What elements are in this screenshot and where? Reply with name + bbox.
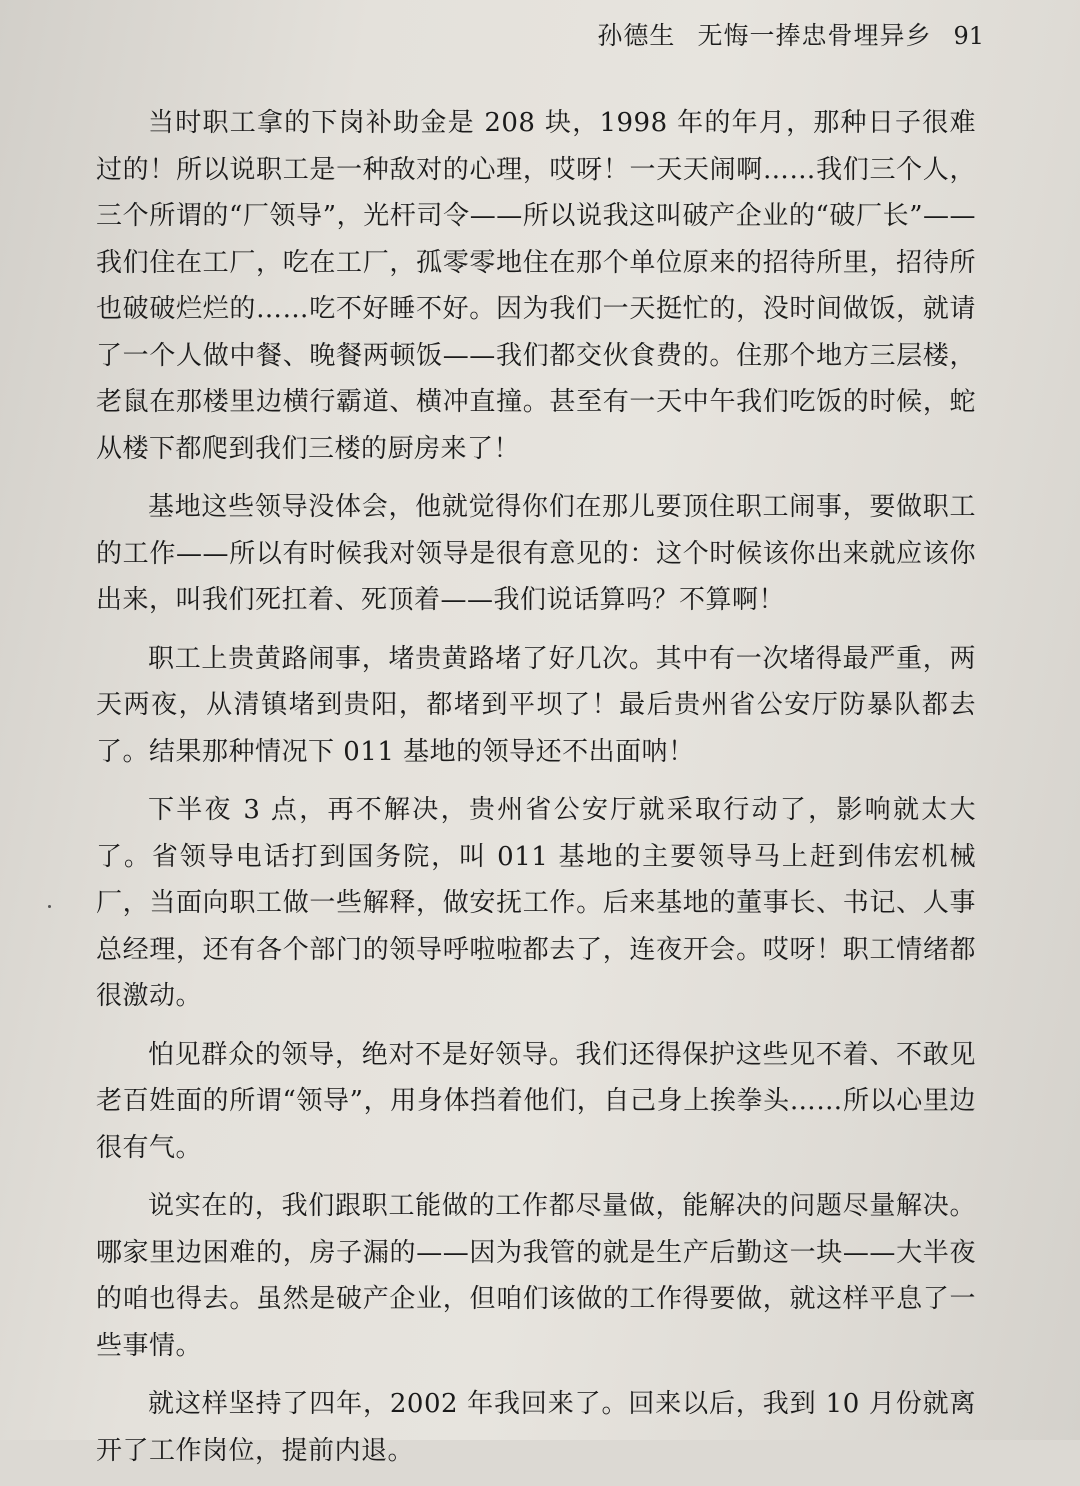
running-header (597, 16, 984, 52)
paragraph-7: 就这样坚持了四年，2002 年我回来了。回来以后，我到 10 月份就离开了工作岗位，提前内退。 (96, 1389, 976, 1466)
paragraph-6: 说实在的，我们跟职工能做的工作都尽量做，能解决的问题尽量解决。哪家里边困难的，房子漏的——因为我管的就是生产后勤这一块——大半夜的咱也得去。虽然是破产企业，但咱们该做的工作得要做，就这样平息了一些事情。 (96, 1191, 976, 1361)
page-number: 91 (953, 22, 984, 50)
header-chapter-title: 无悔一捧忠骨埋异乡 (697, 21, 932, 50)
gutter-dot (48, 905, 51, 908)
paragraph-3: 职工上贵黄路闹事，堵贵黄路堵了好几次。其中有一次堵得最严重，两天两夜，从清镇堵到贵阳，都堵到平坝了！最后贵州省公安厅防暴队都去了。结果那种情况下 011 基地的领导还不出面呐！ (96, 643, 976, 767)
paragraph-5: 怕见群众的领导，绝对不是好领导。我们还得保护这些见不着、不敢见老百姓面的所谓“领导”，用身体挡着他们，自己身上挨拳头……所以心里边很有气。 (96, 1039, 976, 1163)
paragraph-1: 当时职工拿的下岗补助金是 208 块，1998 年的年月，那种日子很难过的！所以说职工是一种敌对的心理，哎呀！一天天闹啊……我们三个人，三个所谓的“厂领导”，光杆司令——所以说我这叫破产企业的“破厂长”——我们住在工厂，吃在工厂，孤零零地住在那个单位原来的招待所里，招待所也破破烂烂的……吃不好睡不好。因为我们一天挺忙的，没时间做饭，就请了一个人做中餐、晚餐两顿饭——我们都交伙食费的。住那个地方三层楼，老鼠在那楼里边横行霸道、横冲直撞。甚至有一天中午我们吃饭的时候，蛇从楼下都爬到我们三楼的厨房来了！ (96, 108, 976, 464)
paragraph-4: 下半夜 3 点，再不解决，贵州省公安厅就采取行动了，影响就太大了。省领导电话打到国务院，叫 011 基地的主要领导马上赶到伟宏机械厂，当面向职工做一些解释，做安抚工作。后来基地的董事长、书记、人事总经理，还有各个部门的领导呼啦啦都去了，连夜开会。哎呀！职工情绪都很激动。 (96, 795, 976, 1011)
paragraph-2: 基地这些领导没体会，他就觉得你们在那儿要顶住职工闹事，要做职工的工作——所以有时候我对领导是很有意见的：这个时候该你出来就应该你出来，叫我们死扛着、死顶着——我们说话算吗？不算啊！ (96, 492, 976, 615)
body-text (96, 100, 976, 1486)
header-author: 孙德生 (597, 21, 676, 50)
